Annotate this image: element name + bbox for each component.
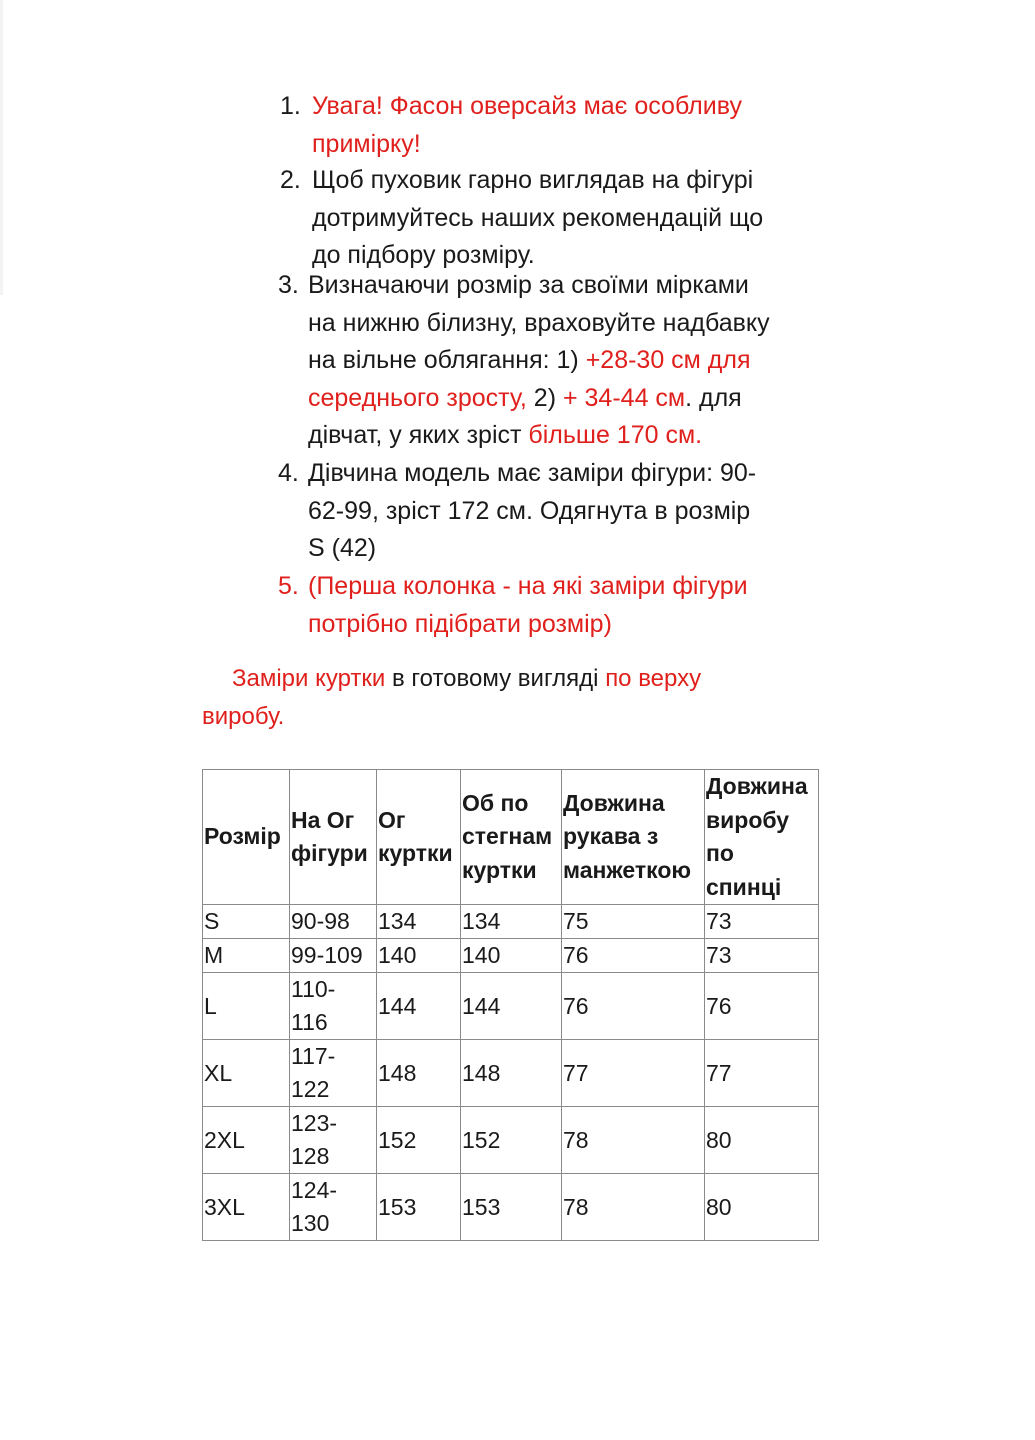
note-text-run: S (42) bbox=[308, 534, 377, 562]
table-cell: 76 bbox=[705, 973, 819, 1040]
table-cell: 110- 116 bbox=[290, 973, 377, 1040]
note-line bbox=[308, 342, 770, 380]
size-table-header bbox=[203, 770, 819, 905]
table-cell: 153 bbox=[377, 1174, 461, 1241]
table-cell: 80 bbox=[705, 1107, 819, 1174]
note-number: 3. bbox=[278, 271, 299, 299]
note-line bbox=[308, 455, 756, 493]
note-text-run: + 34-44 см bbox=[562, 383, 686, 412]
note-line bbox=[312, 200, 763, 238]
note-line bbox=[308, 493, 756, 531]
intro-text-run: по верху виробу. bbox=[202, 665, 702, 730]
table-row bbox=[203, 1040, 819, 1107]
table-cell: 76 bbox=[562, 973, 705, 1040]
note-text-run: . для bbox=[685, 383, 742, 412]
page-edge-shadow bbox=[0, 0, 3, 295]
table-cell: 134 bbox=[377, 905, 461, 939]
note-text-run: 62-99, зріст 172 см. Одягнута в розмір bbox=[308, 496, 751, 525]
table-cell: 78 bbox=[562, 1107, 705, 1174]
table-cell: XL bbox=[203, 1040, 290, 1107]
note-item-3 bbox=[278, 267, 770, 455]
table-cell: 77 bbox=[705, 1040, 819, 1107]
note-line bbox=[308, 606, 748, 644]
note-text bbox=[278, 267, 770, 455]
table-cell: 3XL bbox=[203, 1174, 290, 1241]
measurements-intro bbox=[202, 660, 762, 736]
table-cell: 148 bbox=[461, 1040, 562, 1107]
note-number: 4. bbox=[278, 459, 299, 487]
table-cell: 99-109 bbox=[290, 939, 377, 973]
note-text-run: на вільне облягання: 1) bbox=[308, 346, 586, 374]
note-text-run: (Перша колонка - на які заміри фігури bbox=[308, 572, 748, 600]
note-text-run: примірку! bbox=[312, 129, 421, 158]
intro-text-run: Заміри куртки bbox=[232, 665, 386, 692]
table-cell: 73 bbox=[705, 905, 819, 939]
note-line bbox=[312, 126, 742, 164]
table-cell: 78 bbox=[562, 1174, 705, 1241]
table-row bbox=[203, 1107, 819, 1174]
note-line bbox=[308, 530, 756, 568]
note-text-run: потрібно підібрати розмір) bbox=[308, 609, 612, 638]
note-line bbox=[308, 305, 770, 343]
table-cell: 90-98 bbox=[290, 905, 377, 939]
note-text bbox=[280, 162, 763, 275]
table-cell: 134 bbox=[461, 905, 562, 939]
table-cell: 124- 130 bbox=[290, 1174, 377, 1241]
note-text-run: Щоб пуховик гарно виглядав на фігурі bbox=[312, 166, 754, 194]
table-cell: S bbox=[203, 905, 290, 939]
note-number: 5. bbox=[278, 572, 299, 600]
table-cell: 73 bbox=[705, 939, 819, 973]
note-text-run: дівчат, у яких зріст bbox=[308, 421, 529, 449]
note-text-run: Визначаючи розмір за своїми мірками bbox=[308, 271, 749, 299]
note-item-1 bbox=[280, 88, 742, 163]
column-header: Довжина рукава з манжеткою bbox=[562, 770, 705, 905]
note-number: 1. bbox=[280, 92, 301, 120]
note-item-2 bbox=[280, 162, 763, 275]
note-text-run: дотримуйтесь наших рекомендацій що bbox=[312, 203, 764, 232]
note-line bbox=[312, 162, 763, 200]
intro-text-run: в готовому вигляді bbox=[385, 665, 606, 692]
note-text-run: 2) bbox=[526, 383, 563, 412]
column-header: На Ог фігури bbox=[290, 770, 377, 905]
table-cell: M bbox=[203, 939, 290, 973]
note-text bbox=[280, 88, 742, 163]
size-table bbox=[202, 769, 819, 1241]
note-item-4 bbox=[278, 455, 756, 568]
column-header: Розмір bbox=[203, 770, 290, 905]
note-text-run: +28-30 см для bbox=[585, 346, 751, 374]
table-cell: 75 bbox=[562, 905, 705, 939]
note-line bbox=[308, 568, 748, 606]
note-text-run: Дівчина модель має заміри фігури: 90- bbox=[308, 459, 757, 487]
note-text-run: на нижню білизну, враховуйте надбавку bbox=[308, 308, 770, 337]
note-line bbox=[312, 88, 742, 126]
table-cell: 140 bbox=[461, 939, 562, 973]
table-row bbox=[203, 939, 819, 973]
table-cell: 123- 128 bbox=[290, 1107, 377, 1174]
note-text bbox=[278, 568, 748, 643]
table-cell: 144 bbox=[377, 973, 461, 1040]
note-line bbox=[308, 267, 770, 305]
note-line bbox=[308, 417, 770, 455]
table-cell: L bbox=[203, 973, 290, 1040]
note-number: 2. bbox=[280, 166, 301, 194]
table-row bbox=[203, 905, 819, 939]
table-cell: 80 bbox=[705, 1174, 819, 1241]
note-text-run: більше 170 см. bbox=[528, 421, 703, 449]
note-text bbox=[278, 455, 756, 568]
column-header: Об по стегнам куртки bbox=[461, 770, 562, 905]
table-cell: 77 bbox=[562, 1040, 705, 1107]
table-cell: 144 bbox=[461, 973, 562, 1040]
table-cell: 152 bbox=[377, 1107, 461, 1174]
table-row bbox=[203, 1174, 819, 1241]
table-cell: 153 bbox=[461, 1174, 562, 1241]
table-cell: 76 bbox=[562, 939, 705, 973]
table-cell: 148 bbox=[377, 1040, 461, 1107]
note-text-run: середнього зросту, bbox=[308, 383, 527, 412]
column-header: Ог куртки bbox=[377, 770, 461, 905]
table-cell: 2XL bbox=[203, 1107, 290, 1174]
table-row bbox=[203, 973, 819, 1040]
table-cell: 152 bbox=[461, 1107, 562, 1174]
column-header: Довжина виробу по спинці bbox=[705, 770, 819, 905]
table-cell: 140 bbox=[377, 939, 461, 973]
note-text-run: Увага! Фасон оверсайз має особливу bbox=[312, 92, 742, 120]
table-cell: 117- 122 bbox=[290, 1040, 377, 1107]
note-item-5 bbox=[278, 568, 748, 643]
note-text-run: до підбору розміру. bbox=[312, 241, 535, 269]
note-line bbox=[308, 380, 770, 418]
